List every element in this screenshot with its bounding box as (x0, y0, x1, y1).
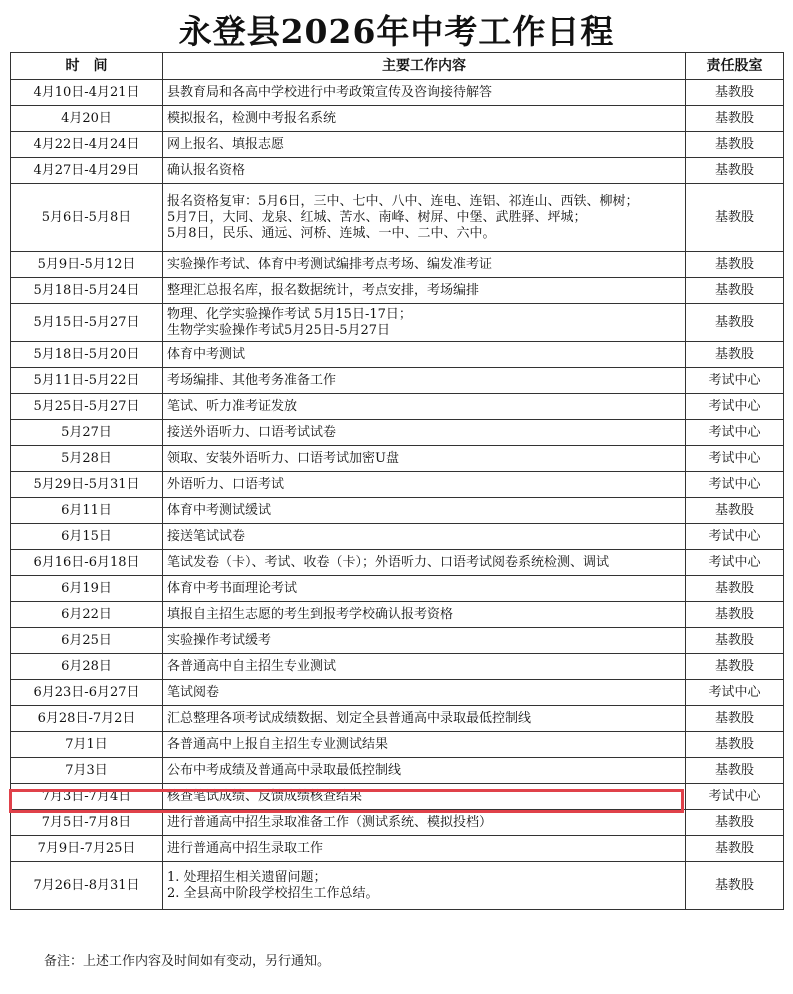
row-time: 7月5日-7月8日 (11, 810, 163, 836)
row-content-line: 5月7日，大同、龙泉、红城、苦水、南峰、树屏、中堡、武胜驿、坪城； (167, 209, 587, 225)
row-dept: 基教股 (686, 106, 784, 132)
row-dept: 基教股 (686, 498, 784, 524)
table-row (11, 680, 784, 706)
row-content (163, 524, 686, 550)
row-time: 6月23日-6月27日 (11, 680, 163, 706)
row-time: 5月9日-5月12日 (11, 252, 163, 278)
row-content (163, 446, 686, 472)
row-dept: 基教股 (686, 602, 784, 628)
row-content-line: 县教育局和各高中学校进行中考政策宣传及咨询接待解答 (167, 84, 493, 100)
row-content-line: 网上报名、填报志愿 (167, 136, 285, 152)
row-content (163, 252, 686, 278)
row-content (163, 732, 686, 758)
row-dept: 基教股 (686, 654, 784, 680)
row-time: 7月1日 (11, 732, 163, 758)
row-dept: 基教股 (686, 342, 784, 368)
row-time: 5月18日-5月20日 (11, 342, 163, 368)
table-row (11, 732, 784, 758)
row-time: 7月3日 (11, 758, 163, 784)
table-row (11, 132, 784, 158)
row-content-line: 体育中考测试 (167, 346, 246, 362)
row-content-line: 笔试阅卷 (167, 684, 220, 700)
row-time: 5月25日-5月27日 (11, 394, 163, 420)
schedule-table (10, 52, 784, 910)
row-content (163, 304, 686, 342)
row-content (163, 680, 686, 706)
row-content-line: 体育中考书面理论考试 (167, 580, 298, 596)
row-content-line: 物理、化学实验操作考试 5月15日-17日； (167, 306, 412, 322)
row-content (163, 472, 686, 498)
row-dept: 基教股 (686, 252, 784, 278)
row-dept: 基教股 (686, 184, 784, 252)
row-dept: 基教股 (686, 576, 784, 602)
row-dept: 基教股 (686, 628, 784, 654)
row-content (163, 862, 686, 910)
row-dept: 基教股 (686, 304, 784, 342)
row-content-line: 核查笔试成绩、反馈成绩核查结果 (167, 788, 363, 804)
row-dept: 考试中心 (686, 472, 784, 498)
row-content-line: 进行普通高中招生录取工作 (167, 840, 324, 856)
row-time: 7月26日-8月31日 (11, 862, 163, 910)
row-dept: 考试中心 (686, 784, 784, 810)
table-row (11, 158, 784, 184)
row-time: 7月9日-7月25日 (11, 836, 163, 862)
row-time: 5月6日-5月8日 (11, 184, 163, 252)
row-dept: 考试中心 (686, 680, 784, 706)
row-dept: 基教股 (686, 278, 784, 304)
row-time: 6月15日 (11, 524, 163, 550)
row-time: 4月27日-4月29日 (11, 158, 163, 184)
row-time: 7月3日-7月4日 (11, 784, 163, 810)
table-row (11, 550, 784, 576)
row-content-line: 实验操作考试、体育中考测试编排考点考场、编发准考证 (167, 256, 493, 272)
footnote: 备注：上述工作内容及时间如有变动，另行通知。 (44, 954, 331, 969)
table-row (11, 576, 784, 602)
row-time: 4月10日-4月21日 (11, 80, 163, 106)
row-content (163, 394, 686, 420)
header-time: 时 间 (11, 53, 163, 80)
row-time: 5月27日 (11, 420, 163, 446)
row-content-line: 整理汇总报名库，报名数据统计，考点安排，考场编排 (167, 282, 480, 298)
table-row (11, 106, 784, 132)
row-time: 5月28日 (11, 446, 163, 472)
row-content-line: 接送外语听力、口语考试试卷 (167, 424, 337, 440)
row-time: 4月22日-4月24日 (11, 132, 163, 158)
row-content-line: 1. 处理招生相关遗留问题； (167, 869, 327, 885)
row-time: 6月16日-6月18日 (11, 550, 163, 576)
table-row (11, 394, 784, 420)
row-content (163, 758, 686, 784)
table-row (11, 498, 784, 524)
row-dept: 考试中心 (686, 368, 784, 394)
row-content (163, 576, 686, 602)
row-dept: 考试中心 (686, 550, 784, 576)
row-content (163, 132, 686, 158)
row-content (163, 654, 686, 680)
row-time: 5月29日-5月31日 (11, 472, 163, 498)
table-row-highlighted (11, 758, 784, 784)
row-content (163, 342, 686, 368)
table-row (11, 654, 784, 680)
table-row (11, 446, 784, 472)
row-content (163, 158, 686, 184)
row-content-line: 体育中考测试缓试 (167, 502, 272, 518)
row-content-line: 各普通高中上报自主招生专业测试结果 (167, 736, 389, 752)
row-content (163, 706, 686, 732)
table-row (11, 862, 784, 910)
row-content (163, 278, 686, 304)
row-dept: 基教股 (686, 836, 784, 862)
table-header-row (11, 53, 784, 80)
row-time: 6月28日 (11, 654, 163, 680)
table-row (11, 602, 784, 628)
row-dept: 基教股 (686, 758, 784, 784)
row-dept: 基教股 (686, 158, 784, 184)
row-content (163, 368, 686, 394)
table-row (11, 836, 784, 862)
row-content-line: 接送笔试试卷 (167, 528, 246, 544)
row-content-line: 5月8日，民乐、通远、河桥、连城、一中、二中、六中。 (167, 225, 496, 241)
row-content-line: 外语听力、口语考试 (167, 476, 285, 492)
header-content: 主要工作内容 (163, 53, 686, 80)
table-row (11, 80, 784, 106)
row-dept: 考试中心 (686, 394, 784, 420)
row-content-line: 笔试发卷（卡）、考试、收卷（卡）；外语听力、口语考试阅卷系统检测、调试 (167, 554, 610, 570)
table-row (11, 342, 784, 368)
row-content-line: 模拟报名，检测中考报名系统 (167, 110, 337, 126)
row-content (163, 784, 686, 810)
row-content (163, 420, 686, 446)
row-content-line: 生物学实验操作考试5月25日-5月27日 (167, 322, 391, 338)
row-dept: 基教股 (686, 810, 784, 836)
row-dept: 基教股 (686, 706, 784, 732)
row-content (163, 106, 686, 132)
row-time: 6月25日 (11, 628, 163, 654)
table-row (11, 628, 784, 654)
row-time: 6月22日 (11, 602, 163, 628)
table-row (11, 524, 784, 550)
table-row (11, 472, 784, 498)
table-row (11, 810, 784, 836)
table-row (11, 278, 784, 304)
row-dept: 考试中心 (686, 446, 784, 472)
row-dept: 基教股 (686, 732, 784, 758)
row-content (163, 498, 686, 524)
table-row (11, 420, 784, 446)
row-time: 6月28日-7月2日 (11, 706, 163, 732)
row-dept: 考试中心 (686, 420, 784, 446)
table-row (11, 706, 784, 732)
header-dept: 责任股室 (686, 53, 784, 80)
row-content-line: 公布中考成绩及普通高中录取最低控制线 (167, 762, 402, 778)
table-row (11, 304, 784, 342)
table-row (11, 368, 784, 394)
row-time: 5月11日-5月22日 (11, 368, 163, 394)
row-content (163, 602, 686, 628)
row-dept: 基教股 (686, 80, 784, 106)
table-row (11, 252, 784, 278)
row-content-line: 填报自主招生志愿的考生到报考学校确认报考资格 (167, 606, 454, 622)
row-content (163, 810, 686, 836)
row-content-line: 笔试、听力准考证发放 (167, 398, 298, 414)
row-content (163, 184, 686, 252)
table-row (11, 184, 784, 252)
row-time: 6月11日 (11, 498, 163, 524)
row-content (163, 80, 686, 106)
row-time: 5月18日-5月24日 (11, 278, 163, 304)
row-content-line: 汇总整理各项考试成绩数据、划定全县普通高中录取最低控制线 (167, 710, 532, 726)
row-dept: 基教股 (686, 132, 784, 158)
row-time: 6月19日 (11, 576, 163, 602)
row-content-line: 报名资格复审：5月6日，三中、七中、八中、连电、连铝、祁连山、西铁、柳树； (167, 193, 639, 209)
row-content-line: 进行普通高中招生录取准备工作（测试系统、模拟投档） (167, 814, 493, 830)
row-time: 5月15日-5月27日 (11, 304, 163, 342)
row-content-line: 2. 全县高中阶段学校招生工作总结。 (167, 885, 379, 901)
row-content (163, 836, 686, 862)
row-content-line: 实验操作考试缓考 (167, 632, 272, 648)
row-content (163, 550, 686, 576)
row-dept: 基教股 (686, 862, 784, 910)
row-dept: 考试中心 (686, 524, 784, 550)
row-content-line: 考场编排、其他考务准备工作 (167, 372, 337, 388)
page-title: 永登县2026年中考工作日程 (178, 12, 615, 51)
row-content-line: 各普通高中自主招生专业测试 (167, 658, 337, 674)
row-content (163, 628, 686, 654)
table-row (11, 784, 784, 810)
row-time: 4月20日 (11, 106, 163, 132)
row-content-line: 领取、安装外语听力、口语考试加密U盘 (167, 450, 399, 466)
row-content-line: 确认报名资格 (167, 162, 246, 178)
